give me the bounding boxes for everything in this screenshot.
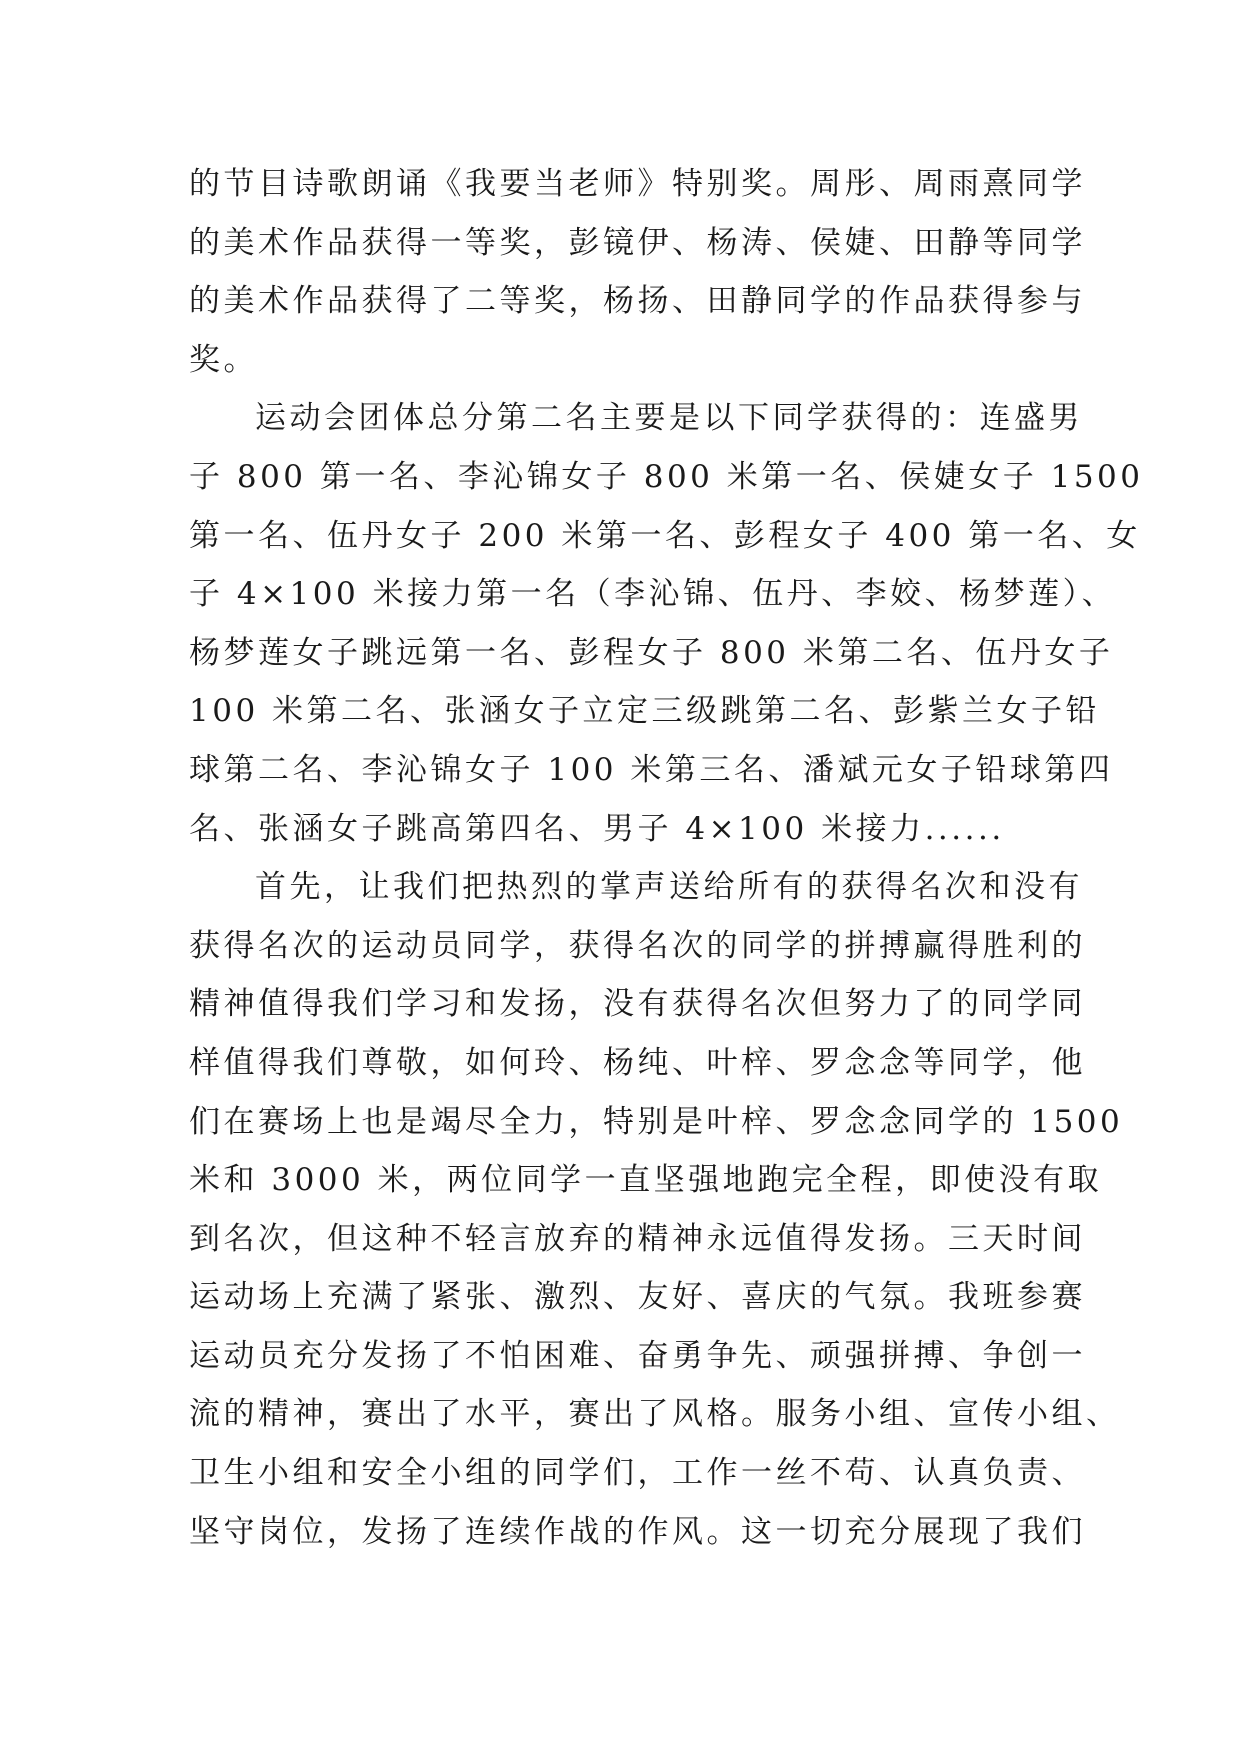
text-line: 卫生小组和安全小组的同学们，工作一丝不苟、认真负责、 [189, 1455, 1086, 1492]
text-line: 米和 3000 米，两位同学一直坚强地跑完全程，即使没有取 [189, 1162, 1103, 1199]
paragraph-first-line: 运动会团体总分第二名主要是以下同学获得的：连盛男 [255, 400, 1083, 437]
text-line: 们在赛场上也是竭尽全力，特别是叶梓、罗念念同学的 1500 [189, 1103, 1124, 1140]
text-line: 的节目诗歌朗诵《我要当老师》特别奖。周彤、周雨熹同学 [189, 166, 1086, 202]
text-line: 球第二名、李沁锦女子 100 米第三名、潘斌元女子铅球第四 [189, 751, 1114, 788]
text-line: 的美术作品获得了二等奖，杨扬、田静同学的作品获得参与 [189, 283, 1086, 320]
text-line: 运动场上充满了紧张、激烈、友好、喜庆的气氛。我班参赛 [189, 1279, 1086, 1316]
text-line: 运动员充分发扬了不怕困难、奋勇争先、顽强拼搏、争创一 [189, 1337, 1086, 1374]
text-line: 名、张涵女子跳高第四名、男子 4×100 米接力...... [189, 810, 1005, 847]
text-line: 100 米第二名、张涵女子立定三级跳第二名、彭紫兰女子铅 [189, 693, 1101, 730]
paragraph-first-line: 首先，让我们把热烈的掌声送给所有的获得名次和没有 [255, 869, 1083, 906]
text-line: 子 800 第一名、李沁锦女子 800 米第一名、侯婕女子 1500 [189, 458, 1144, 495]
document-body [189, 155, 1144, 1561]
text-line: 子 4×100 米接力第一名（李沁锦、伍丹、李姣、杨梦莲）、 [189, 576, 1117, 613]
text-line: 坚守岗位，发扬了连续作战的作风。这一切充分展现了我们 [189, 1513, 1086, 1550]
text-line: 奖。 [189, 341, 258, 378]
text-line: 杨梦莲女子跳远第一名、彭程女子 800 米第二名、伍丹女子 [189, 634, 1114, 671]
text-line: 流的精神，赛出了水平，赛出了风格。服务小组、宣传小组、 [189, 1396, 1121, 1433]
text-line: 的美术作品获得一等奖，彭镜伊、杨涛、侯婕、田静等同学 [189, 224, 1086, 261]
text-line: 获得名次的运动员同学，获得名次的同学的拼搏赢得胜利的 [189, 927, 1086, 964]
text-line: 到名次，但这种不轻言放弃的精神永远值得发扬。三天时间 [189, 1220, 1086, 1257]
text-line: 样值得我们尊敬，如何玲、杨纯、叶梓、罗念念等同学，他 [189, 1044, 1086, 1081]
text-line: 第一名、伍丹女子 200 米第一名、彭程女子 400 第一名、女 [189, 517, 1141, 554]
text-line: 精神值得我们学习和发扬，没有获得名次但努力了的同学同 [189, 986, 1086, 1023]
